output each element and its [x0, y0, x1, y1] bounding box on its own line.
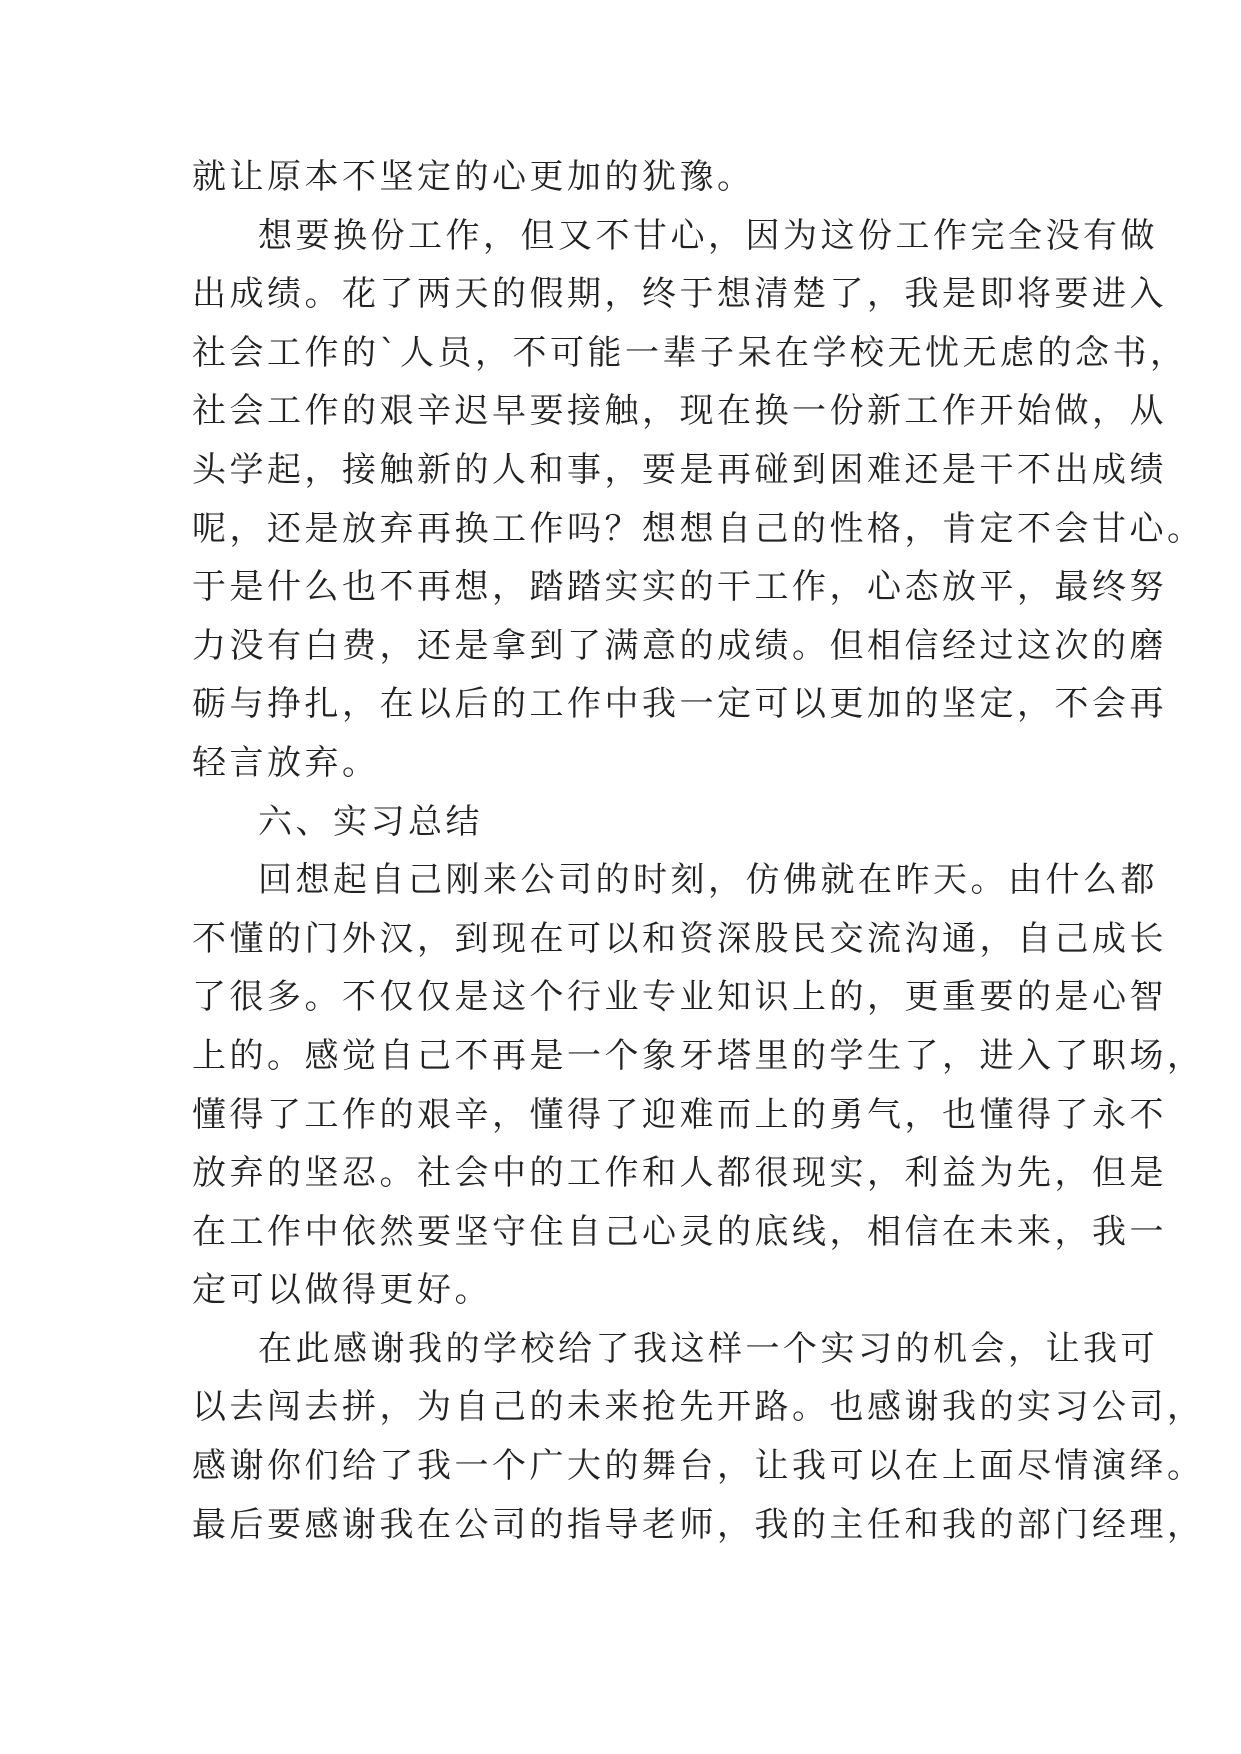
paragraph-line: 社会工作的`人员，不可能一辈子呆在学校无忧无虑的念书，: [192, 332, 1188, 373]
paragraph-line: 头学起，接触新的人和事，要是再碰到困难还是干不出成绩: [192, 449, 1167, 490]
paragraph-line: 想要换份工作，但又不甘心，因为这份工作完全没有做: [258, 215, 1158, 256]
paragraph-line: 轻言放弃。: [192, 742, 380, 783]
paragraph-line: 上的。感觉自己不再是一个象牙塔里的学生了，进入了职场，: [192, 1035, 1205, 1076]
paragraph-line: 了很多。不仅仅是这个行业专业知识上的，更重要的是心智: [192, 977, 1167, 1018]
paragraph-line: 感谢你们给了我一个广大的舞台，让我可以在上面尽情演绎。: [192, 1446, 1205, 1487]
paragraph-line: 以去闯去拼，为自己的未来抢先开路。也感谢我的实习公司，: [192, 1387, 1205, 1428]
paragraph-line: 呢，还是放弃再换工作吗？想想自己的性格，肯定不会甘心。: [192, 508, 1205, 549]
body-text: [192, 148, 1205, 1554]
paragraph-line: 社会工作的艰辛迟早要接触，现在换一份新工作开始做，从: [192, 391, 1167, 432]
paragraph-line: 砺与挣扎，在以后的工作中我一定可以更加的坚定，不会再: [192, 684, 1167, 725]
paragraph-line: 定可以做得更好。: [192, 1270, 492, 1311]
paragraph-line: 于是什么也不再想，踏踏实实的干工作，心态放平，最终努: [192, 567, 1167, 608]
paragraph-line: 最后要感谢我在公司的指导老师，我的主任和我的部门经理，: [192, 1504, 1205, 1545]
paragraph-line: 不懂的门外汉，到现在可以和资深股民交流沟通，自己成长: [192, 918, 1167, 959]
paragraph-line: 懂得了工作的艰辛，懂得了迎难而上的勇气，也懂得了永不: [192, 1094, 1167, 1135]
paragraph-line: 在工作中依然要坚守住自己心灵的底线，相信在未来，我一: [192, 1211, 1167, 1252]
section-heading: 六、实习总结: [258, 801, 483, 842]
paragraph-line: 回想起自己刚来公司的时刻，仿佛就在昨天。由什么都: [258, 860, 1158, 901]
paragraph-line: 在此感谢我的学校给了我这样一个实习的机会，让我可: [258, 1328, 1158, 1369]
paragraph-line: 放弃的坚忍。社会中的工作和人都很现实，利益为先，但是: [192, 1153, 1167, 1194]
paragraph-line: 就让原本不坚定的心更加的犹豫。: [192, 157, 755, 197]
paragraph-line: 力没有白费，还是拿到了满意的成绩。但相信经过这次的磨: [192, 625, 1167, 666]
paragraph-line: 出成绩。花了两天的假期，终于想清楚了，我是即将要进入: [192, 274, 1167, 315]
